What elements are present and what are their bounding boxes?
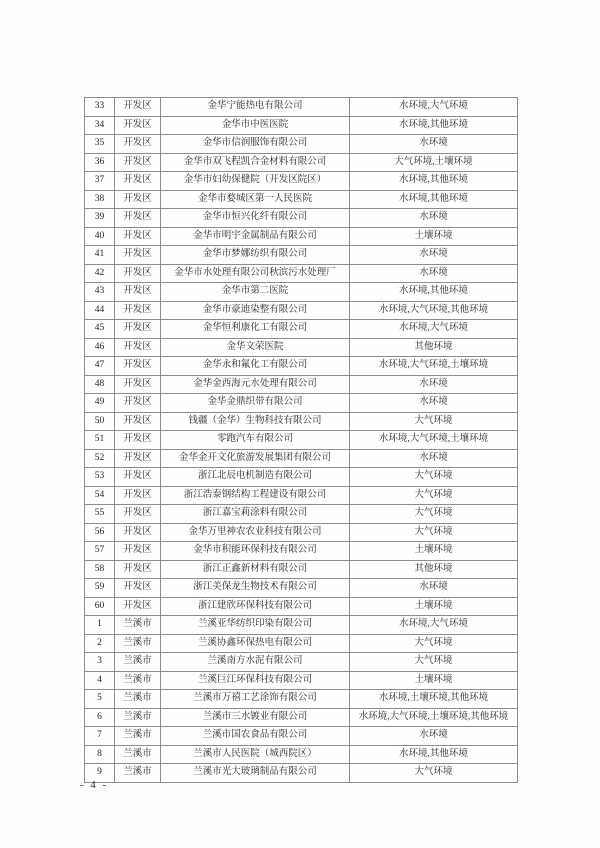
row-number-cell: 37 <box>85 172 115 191</box>
district-cell: 开发区 <box>115 246 161 265</box>
environment-categories-cell: 水环境 <box>350 394 518 413</box>
row-number-cell: 44 <box>85 301 115 320</box>
environment-categories-cell: 水环境,大气环境 <box>350 320 518 339</box>
district-cell: 开发区 <box>115 135 161 154</box>
row-number-cell: 34 <box>85 116 115 135</box>
district-cell: 开发区 <box>115 523 161 542</box>
environment-categories-cell: 其他环境 <box>350 338 518 357</box>
row-number-cell: 40 <box>85 227 115 246</box>
table-row <box>85 227 518 246</box>
table-row <box>85 634 518 653</box>
table-row <box>85 560 518 579</box>
table-row <box>85 616 518 635</box>
table-row <box>85 727 518 746</box>
company-name-cell: 金华市恒兴化纤有限公司 <box>161 209 350 228</box>
row-number-cell: 2 <box>85 634 115 653</box>
row-number-cell: 5 <box>85 690 115 709</box>
company-name-cell: 金华市中医医院 <box>161 116 350 135</box>
district-cell: 开发区 <box>115 449 161 468</box>
table-row <box>85 412 518 431</box>
environment-categories-cell: 水环境,大气环境 <box>350 98 518 117</box>
company-name-cell: 金华市水处理有限公司秋滨污水处理厂 <box>161 264 350 283</box>
district-cell: 兰溪市 <box>115 616 161 635</box>
environment-categories-cell: 土壤环境 <box>350 671 518 690</box>
table-row <box>85 172 518 191</box>
company-name-cell: 金华金开文化旅游发展集团有限公司 <box>161 449 350 468</box>
row-number-cell: 35 <box>85 135 115 154</box>
company-name-cell: 浙江嘉宝莉涂料有限公司 <box>161 505 350 524</box>
district-cell: 开发区 <box>115 542 161 561</box>
district-cell: 开发区 <box>115 579 161 598</box>
row-number-cell: 8 <box>85 745 115 764</box>
row-number-cell: 51 <box>85 431 115 450</box>
district-cell: 开发区 <box>115 98 161 117</box>
row-number-cell: 46 <box>85 338 115 357</box>
row-number-cell: 4 <box>85 671 115 690</box>
environment-categories-cell: 水环境,其他环境 <box>350 190 518 209</box>
district-cell: 开发区 <box>115 468 161 487</box>
table-row <box>85 338 518 357</box>
row-number-cell: 56 <box>85 523 115 542</box>
environment-categories-cell: 水环境 <box>350 579 518 598</box>
company-name-cell: 浙江浩泰钢结构工程建设有限公司 <box>161 486 350 505</box>
company-name-cell: 浙江建欣环保科技有限公司 <box>161 597 350 616</box>
company-name-cell: 金华市梦娜纺织有限公司 <box>161 246 350 265</box>
company-name-cell: 兰溪市人民医院（城西院区） <box>161 745 350 764</box>
environment-supervision-table <box>84 97 518 783</box>
row-number-cell: 3 <box>85 653 115 672</box>
district-cell: 兰溪市 <box>115 653 161 672</box>
district-cell: 兰溪市 <box>115 727 161 746</box>
table-row <box>85 486 518 505</box>
company-name-cell: 钱疆（金华）生物科技有限公司 <box>161 412 350 431</box>
company-name-cell: 金华金西海元水处理有限公司 <box>161 375 350 394</box>
row-number-cell: 49 <box>85 394 115 413</box>
table-row <box>85 153 518 172</box>
row-number-cell: 52 <box>85 449 115 468</box>
table-row <box>85 745 518 764</box>
district-cell: 开发区 <box>115 375 161 394</box>
table-row <box>85 394 518 413</box>
environment-categories-cell: 其他环境 <box>350 560 518 579</box>
row-number-cell: 38 <box>85 190 115 209</box>
environment-categories-cell: 水环境,大气环境,土壤环境,其他环境 <box>350 708 518 727</box>
company-name-cell: 兰溪市国农食品有限公司 <box>161 727 350 746</box>
company-name-cell: 浙江美保龙生物技术有限公司 <box>161 579 350 598</box>
environment-categories-cell: 水环境 <box>350 209 518 228</box>
row-number-cell: 48 <box>85 375 115 394</box>
district-cell: 开发区 <box>115 357 161 376</box>
table-row <box>85 320 518 339</box>
row-number-cell: 55 <box>85 505 115 524</box>
environment-categories-cell: 水环境 <box>350 727 518 746</box>
district-cell: 开发区 <box>115 227 161 246</box>
table-row <box>85 209 518 228</box>
district-cell: 开发区 <box>115 190 161 209</box>
district-cell: 开发区 <box>115 505 161 524</box>
district-cell: 兰溪市 <box>115 764 161 783</box>
company-name-cell: 零跑汽车有限公司 <box>161 431 350 450</box>
company-name-cell: 金华市妇幼保健院（开发区院区） <box>161 172 350 191</box>
district-cell: 兰溪市 <box>115 708 161 727</box>
environment-categories-cell: 水环境,其他环境 <box>350 283 518 302</box>
row-number-cell: 33 <box>85 98 115 117</box>
row-number-cell: 59 <box>85 579 115 598</box>
district-cell: 开发区 <box>115 597 161 616</box>
environment-categories-cell: 大气环境 <box>350 486 518 505</box>
environment-categories-cell: 大气环境 <box>350 634 518 653</box>
district-cell: 开发区 <box>115 264 161 283</box>
table-row <box>85 264 518 283</box>
row-number-cell: 6 <box>85 708 115 727</box>
company-name-cell: 兰溪市光大玻璃制品有限公司 <box>161 764 350 783</box>
table-row <box>85 375 518 394</box>
company-name-cell: 兰溪亚华纺织印染有限公司 <box>161 616 350 635</box>
table-row <box>85 301 518 320</box>
environment-categories-cell: 水环境 <box>350 135 518 154</box>
table-row <box>85 190 518 209</box>
company-name-cell: 金华宁能热电有限公司 <box>161 98 350 117</box>
row-number-cell: 36 <box>85 153 115 172</box>
environment-categories-cell: 大气环境 <box>350 468 518 487</box>
district-cell: 开发区 <box>115 394 161 413</box>
district-cell: 开发区 <box>115 153 161 172</box>
table-row <box>85 690 518 709</box>
district-cell: 兰溪市 <box>115 745 161 764</box>
environment-categories-cell: 水环境,土壤环境,其他环境 <box>350 690 518 709</box>
table-body <box>85 98 518 783</box>
table-row <box>85 579 518 598</box>
company-name-cell: 金华市豪迪染整有限公司 <box>161 301 350 320</box>
table-row <box>85 283 518 302</box>
row-number-cell: 9 <box>85 764 115 783</box>
table-row <box>85 505 518 524</box>
district-cell: 开发区 <box>115 116 161 135</box>
row-number-cell: 53 <box>85 468 115 487</box>
company-name-cell: 兰溪南方水泥有限公司 <box>161 653 350 672</box>
environment-categories-cell: 大气环境 <box>350 505 518 524</box>
environment-categories-cell: 土壤环境 <box>350 227 518 246</box>
row-number-cell: 58 <box>85 560 115 579</box>
environment-categories-cell: 土壤环境 <box>350 597 518 616</box>
table-row <box>85 246 518 265</box>
company-name-cell: 金华万里神农农业科技有限公司 <box>161 523 350 542</box>
row-number-cell: 45 <box>85 320 115 339</box>
environment-categories-cell: 土壤环境 <box>350 542 518 561</box>
row-number-cell: 1 <box>85 616 115 635</box>
table-row <box>85 468 518 487</box>
district-cell: 开发区 <box>115 486 161 505</box>
environment-categories-cell: 水环境,其他环境 <box>350 172 518 191</box>
company-name-cell: 金华市明宇金属制品有限公司 <box>161 227 350 246</box>
company-name-cell: 兰溪协鑫环保热电有限公司 <box>161 634 350 653</box>
table-row <box>85 708 518 727</box>
company-name-cell: 浙江北辰电机制造有限公司 <box>161 468 350 487</box>
row-number-cell: 42 <box>85 264 115 283</box>
row-number-cell: 50 <box>85 412 115 431</box>
table-row <box>85 98 518 117</box>
environment-categories-cell: 大气环境 <box>350 764 518 783</box>
row-number-cell: 39 <box>85 209 115 228</box>
company-name-cell: 金华市双飞程凯合金材料有限公司 <box>161 153 350 172</box>
district-cell: 开发区 <box>115 320 161 339</box>
district-cell: 开发区 <box>115 412 161 431</box>
environment-categories-cell: 水环境 <box>350 375 518 394</box>
district-cell: 开发区 <box>115 560 161 579</box>
environment-categories-cell: 水环境,大气环境,其他环境 <box>350 301 518 320</box>
environment-categories-cell: 水环境,大气环境 <box>350 616 518 635</box>
environment-categories-cell: 水环境,其他环境 <box>350 745 518 764</box>
environment-categories-cell: 水环境,大气环境,土壤环境 <box>350 357 518 376</box>
company-name-cell: 金华市信润服饰有限公司 <box>161 135 350 154</box>
environment-categories-cell: 水环境 <box>350 449 518 468</box>
environment-categories-cell: 大气环境,土壤环境 <box>350 153 518 172</box>
environment-categories-cell: 大气环境 <box>350 523 518 542</box>
company-name-cell: 兰溪市三水镀业有限公司 <box>161 708 350 727</box>
table-row <box>85 116 518 135</box>
district-cell: 开发区 <box>115 431 161 450</box>
district-cell: 开发区 <box>115 301 161 320</box>
row-number-cell: 60 <box>85 597 115 616</box>
environment-categories-cell: 水环境 <box>350 246 518 265</box>
company-name-cell: 金华文荣医院 <box>161 338 350 357</box>
environment-categories-cell: 水环境,其他环境 <box>350 116 518 135</box>
environment-categories-cell: 大气环境 <box>350 412 518 431</box>
district-cell: 兰溪市 <box>115 690 161 709</box>
company-name-cell: 金华市婺城区第一人民医院 <box>161 190 350 209</box>
table-row <box>85 431 518 450</box>
district-cell: 开发区 <box>115 172 161 191</box>
table-row <box>85 597 518 616</box>
district-cell: 开发区 <box>115 209 161 228</box>
company-name-cell: 浙江正鑫新材料有限公司 <box>161 560 350 579</box>
company-name-cell: 金华恒利康化工有限公司 <box>161 320 350 339</box>
table-row <box>85 671 518 690</box>
table-row <box>85 449 518 468</box>
table-row <box>85 764 518 783</box>
company-name-cell: 兰溪市万禧工艺涂饰有限公司 <box>161 690 350 709</box>
district-cell: 兰溪市 <box>115 671 161 690</box>
company-name-cell: 兰溪巨江环保科技有限公司 <box>161 671 350 690</box>
district-cell: 开发区 <box>115 338 161 357</box>
company-name-cell: 金华永和氟化工有限公司 <box>161 357 350 376</box>
company-name-cell: 金华金鼎织带有限公司 <box>161 394 350 413</box>
row-number-cell: 47 <box>85 357 115 376</box>
table-row <box>85 523 518 542</box>
table-row <box>85 653 518 672</box>
row-number-cell: 7 <box>85 727 115 746</box>
company-name-cell: 金华市第二医院 <box>161 283 350 302</box>
row-number-cell: 57 <box>85 542 115 561</box>
row-number-cell: 41 <box>85 246 115 265</box>
row-number-cell: 54 <box>85 486 115 505</box>
page-number: - 4 - <box>79 779 109 791</box>
district-cell: 开发区 <box>115 283 161 302</box>
table-row <box>85 357 518 376</box>
company-name-cell: 金华市积能环保科技有限公司 <box>161 542 350 561</box>
district-cell: 兰溪市 <box>115 634 161 653</box>
table-row <box>85 542 518 561</box>
row-number-cell: 43 <box>85 283 115 302</box>
environment-categories-cell: 大气环境 <box>350 653 518 672</box>
environment-categories-cell: 水环境,大气环境,土壤环境 <box>350 431 518 450</box>
environment-categories-cell: 水环境 <box>350 264 518 283</box>
table-row <box>85 135 518 154</box>
